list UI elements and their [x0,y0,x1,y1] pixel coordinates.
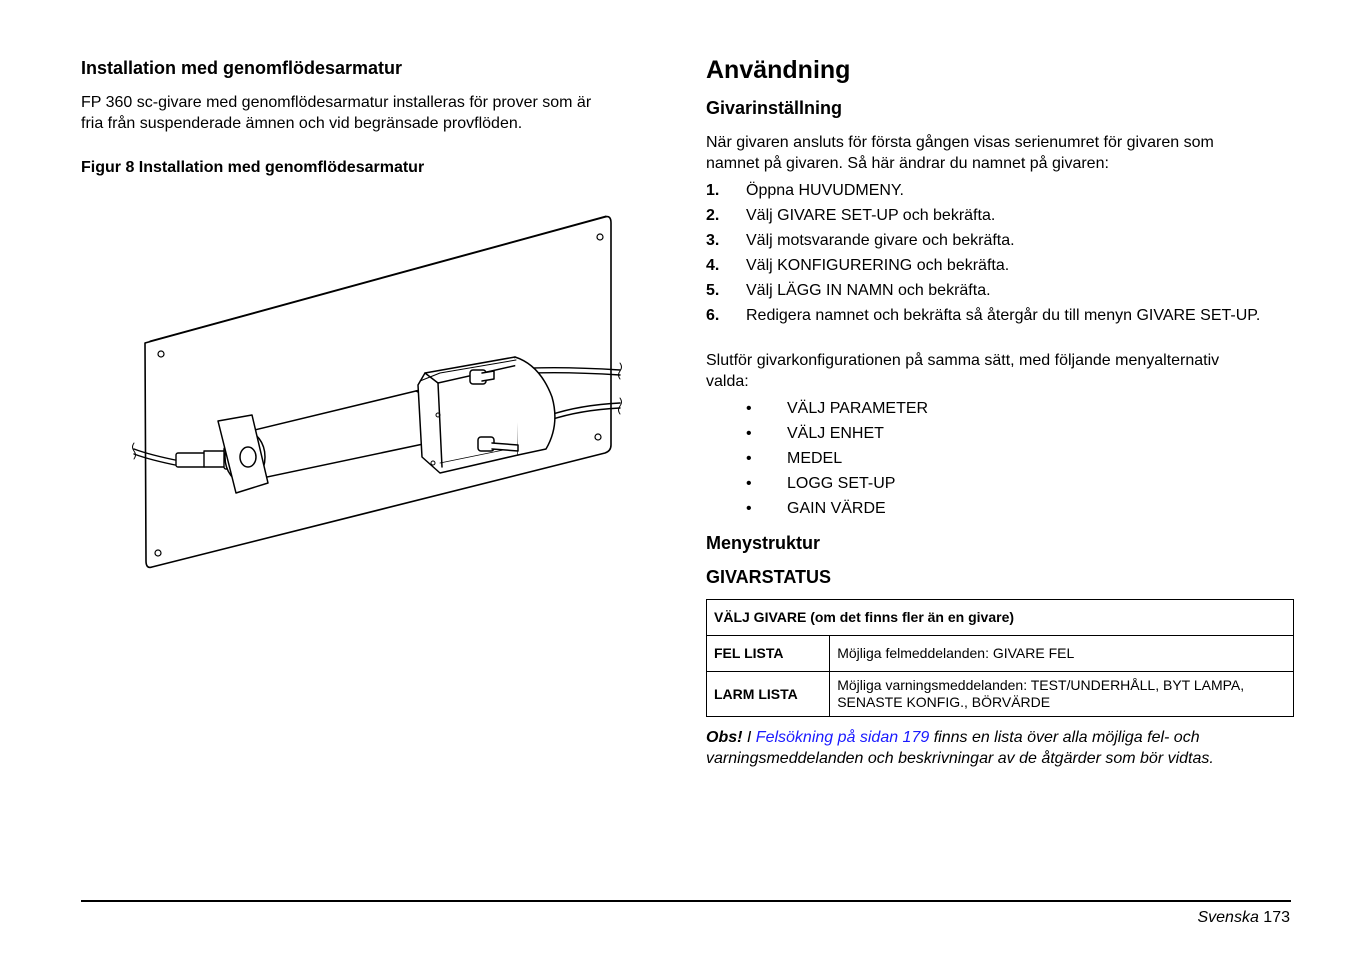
table-value-cell: Möjliga felmeddelanden: GIVARE FEL [830,636,1294,672]
footer-language: Svenska [1197,909,1259,926]
bullet-text: LOGG SET-UP [787,475,896,492]
note-text: finns en lista över alla möjliga fel- och [929,729,1200,746]
paragraph-line: valda: [706,373,749,390]
bullet-icon: • [746,450,752,467]
table-row [707,600,1294,636]
step-number: 3. [706,232,720,249]
bullet-icon: • [746,400,752,417]
section-heading-menystruktur: Menystruktur [706,533,821,553]
note-line [706,727,1214,748]
bullet-text: VÄLJ ENHET [787,425,884,442]
table-row [707,636,1294,672]
bullet-text: VÄLJ PARAMETER [787,400,929,417]
step-number: 6. [706,307,720,324]
intro-paragraph [706,132,1214,174]
step-text: Välj motsvarande givare och bekräfta. [746,232,1015,249]
step-number: 2. [706,207,720,224]
page-number: 173 [1263,909,1290,926]
menu-options-list [706,398,928,523]
table-row [707,672,1294,717]
paragraph-line: FP 360 sc-givare med genomflödesarmatur installeras för prover som är [81,94,592,111]
note-paragraph [706,727,1214,769]
list-item [706,473,928,494]
paragraph-line: Slutför givarkonfigurationen på samma sätt, med följande menyalternativ [706,352,1220,369]
bullet-icon: • [746,475,752,492]
list-item [706,205,1286,226]
figure-caption: Figur 8 Installation med genomflödesarmatur [81,159,425,176]
bullet-text: GAIN VÄRDE [787,500,886,517]
bullet-icon: • [746,425,752,442]
list-item [706,255,1286,276]
list-item [706,498,928,519]
table-header-cell: VÄLJ GIVARE (om det finns fler än en givare) [707,600,1294,636]
list-item [706,305,1266,326]
installation-figure [120,205,640,585]
list-item [706,448,928,469]
list-item [706,423,928,444]
installation-paragraph [81,92,591,134]
section-heading-givarstatus: GIVARSTATUS [706,567,831,587]
troubleshooting-link[interactable]: Felsökning på sidan 179 [755,729,930,746]
table-label-cell: FEL LISTA [707,636,830,672]
paragraph-line: namnet på givaren. Så här ändrar du namnet på givaren: [706,155,1109,172]
list-item [706,230,1286,251]
note-line: varningsmeddelanden och beskrivningar av de åtgärder som bör vidtas. [706,750,1214,767]
step-number: 4. [706,257,720,274]
list-item [706,180,1286,201]
step-number: 1. [706,182,720,199]
paragraph-line: fria från suspenderade ämnen och vid begränsade provflöden. [81,115,523,132]
step-text: Redigera namnet och bekräfta så återgår du till menyn GIVARE SET-UP. [746,307,1261,324]
page-footer [1197,909,1290,927]
bullet-text: MEDEL [787,450,843,467]
list-item [706,398,928,419]
page-title: Användning [706,56,851,84]
step-text: Öppna HUVUDMENY. [746,182,904,199]
step-text: Välj GIVARE SET-UP och bekräfta. [746,207,996,224]
menu-structure-table [706,599,1294,717]
paragraph-line: När givaren ansluts för första gången visas serienumret för givaren som [706,134,1214,151]
section-heading-givarinstallning: Givarinställning [706,98,843,118]
table-value-cell: Möjliga varningsmeddelanden: TEST/UNDERHÅLL, BYT LAMPA, SENASTE KONFIG., BÖRVÄRDE [830,672,1294,717]
outro-paragraph [706,350,1219,392]
bullet-icon: • [746,500,752,517]
step-text: Välj KONFIGURERING och bekräfta. [746,257,1010,274]
step-number: 5. [706,282,720,299]
list-item [706,280,1286,301]
steps-list [706,180,1286,330]
step-text: Välj LÄGG IN NAMN och bekräfta. [746,282,991,299]
section-heading-installation: Installation med genomflödesarmatur [81,58,403,78]
note-label: Obs! [706,729,743,746]
table-label-cell: LARM LISTA [707,672,830,717]
footer-rule [81,900,1291,902]
note-prefix: I [742,729,756,746]
